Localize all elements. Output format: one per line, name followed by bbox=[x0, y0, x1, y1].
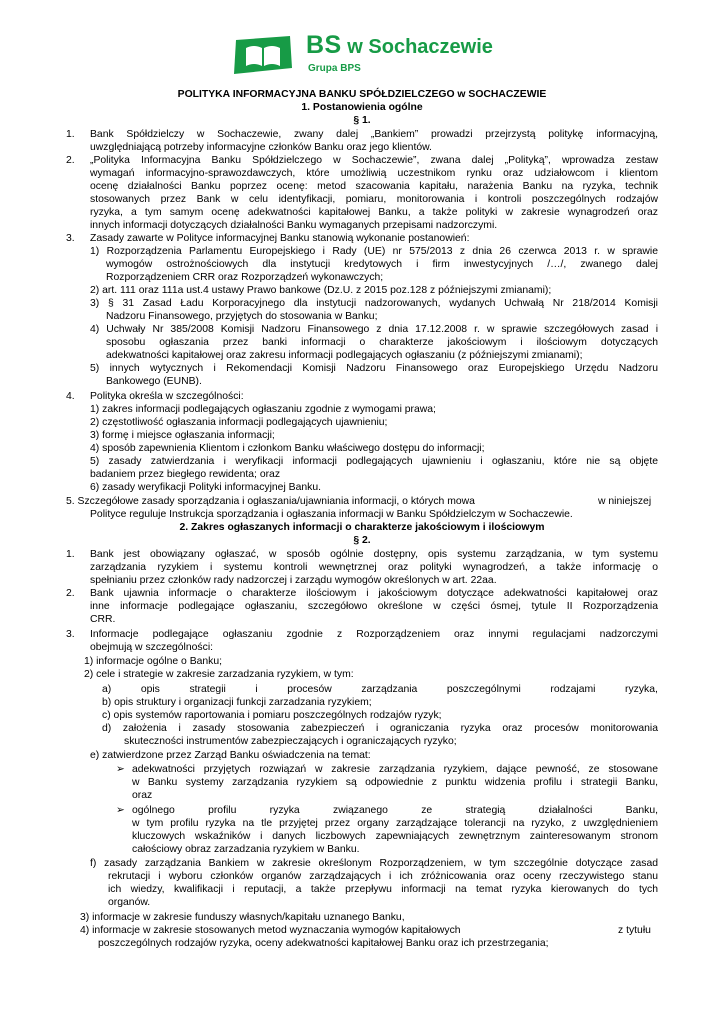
arrow-bullet-icon: ➢ bbox=[116, 805, 125, 816]
logo-bank-name: BS w Sochaczewie bbox=[306, 31, 493, 59]
word: ryzyka, bbox=[625, 684, 658, 695]
word: strategią bbox=[465, 805, 506, 816]
text-line: rekrutacji i wyboru członków organów zarządzających i ich zróżnicowania oraz oceny rzeczywistego stanu bbox=[108, 871, 658, 882]
text-line bbox=[102, 683, 658, 696]
text-line: poszczególnych rodzajów ryzyka, oceny adekwatności kapitałowej Banku oraz ich przestrzegania; bbox=[98, 938, 549, 949]
text-line: sposobu ogłaszania przez banki informacji o charakterze jakościowym i ilościowym dotyczących bbox=[106, 337, 658, 348]
text-line: Bank Spółdzielczy w Sochaczewie, zwany dalej „Bankiem” prowadzi przejrzystą politykę informacyjną, bbox=[90, 129, 658, 140]
text-line: Polityce reguluje Instrukcja sporządzania i ogłaszania informacji w Banku Spółdzielczym w Sochaczewie. bbox=[90, 509, 573, 520]
text-line: c) opis systemów raportowania i pomiaru poszczególnych rodzajów ryzyk; bbox=[102, 710, 442, 721]
word: ogólnego bbox=[132, 805, 175, 816]
section-1-heading: 1. Postanowienia ogólne bbox=[301, 102, 423, 113]
document-title: POLITYKA INFORMACYJNA BANKU SPÓŁDZIELCZEGO w SOCHACZEWIE bbox=[177, 89, 547, 100]
text-line: oraz bbox=[132, 790, 153, 801]
open-book-logo-icon bbox=[232, 34, 294, 76]
text-line: d) założenia i zasady stosowania zabezpieczeń i ograniczania ryzyka oraz procesów monitorowania bbox=[102, 723, 658, 734]
text-line: 3) formę i miejsce ogłaszania informacji; bbox=[90, 430, 275, 441]
word: i bbox=[255, 684, 258, 695]
logo-group-name: Grupa BPS bbox=[308, 63, 361, 74]
text-line: b) opis struktury i organizacji funkcji zarzadzania ryzykiem; bbox=[102, 697, 372, 708]
text-line: inne informacje podlegające ogłaszaniu, szczegółowo określone w części ósmej, tytule II Rozporządzenia bbox=[90, 601, 658, 612]
text-line: z tytułu bbox=[618, 925, 651, 936]
paragraph-1-label: § 1. bbox=[353, 115, 371, 126]
item-number: 3. bbox=[66, 629, 75, 640]
text-line bbox=[132, 804, 658, 817]
item-number: 2. bbox=[66, 588, 75, 599]
text-line: spełnianiu przez członków rady nadzorczej i zarządu wymogów określonych w art. 22aa. bbox=[90, 575, 497, 586]
text-line: 1) zakres informacji podlegających ogłaszaniu zgodnie z wymogami prawa; bbox=[90, 404, 436, 415]
text-line: Rozporządzeniem CRR oraz Rozporządzeń wykonawczych; bbox=[106, 272, 384, 283]
item-number: 2. bbox=[66, 155, 75, 166]
text-line: wymogów ostrożnościowych dla instytucji kredytowych i firm inwestycyjnych /…/, zwanego dalej bbox=[106, 259, 658, 270]
word: działalności bbox=[538, 805, 593, 816]
word: rodzajami bbox=[550, 684, 596, 695]
item-number: 1. bbox=[66, 129, 75, 140]
text-line: 5) zasady zatwierdzania i weryfikacji informacji podlegających ujawnieniu i ogłaszaniu, które nie są objęte bbox=[90, 456, 658, 467]
word: zarządzania bbox=[361, 684, 418, 695]
item-number: 1. bbox=[66, 549, 75, 560]
text-line: Bank ujawnia informacje o charakterze ilościowym i jakościowym dotyczące adekwatności kapitałowej oraz bbox=[90, 588, 658, 599]
paragraph-2-label: § 2. bbox=[353, 535, 371, 546]
text-line: 4) informacje w zakresie stosowanych metod wyznaczania wymogów kapitałowych bbox=[80, 925, 461, 936]
text-line: 4) Uchwały Nr 385/2008 Komisji Nadzoru Finansowego z dnia 17.12.2008 r. w sprawie szczegółowych zasad i bbox=[90, 324, 658, 335]
arrow-bullet-icon: ➢ bbox=[116, 764, 125, 775]
text-line: całościowy obraz zarzadzania ryzykiem w Banku. bbox=[132, 844, 360, 855]
text-line: 5. Szczegółowe zasady sporządzania i ogłaszania/ujawniania informacji, o których mowa bbox=[66, 496, 475, 507]
item-number: 4. bbox=[66, 391, 75, 402]
word: profilu bbox=[208, 805, 237, 816]
text-line: skuteczności instrumentów zabezpieczających i ograniczających ryzyko; bbox=[124, 736, 457, 747]
text-line: Bank jest obowiązany ogłaszać, w sposób ogólnie dostępny, opis systemu zarządzania, w tym systemu bbox=[90, 549, 658, 560]
word: ryzyka bbox=[269, 805, 300, 816]
text-line: 2) art. 111 oraz 111a ust.4 ustawy Prawo bankowe (Dz.U. z 2015 poz.128 z późniejszymi zmianami); bbox=[90, 285, 552, 296]
text-line: stosowanych przez Bank w celu identyfikacji, pomiaru, monitorowania i kontroli poszczególnych rodzajów bbox=[90, 194, 658, 205]
text-line: w niniejszej bbox=[598, 496, 652, 507]
text-line: organów. bbox=[108, 897, 151, 908]
text-line: „Polityka Informacyjna Banku Spółdzielczego w Sochaczewie”, zwana dalej „Polityką”, wprowadza zestaw bbox=[90, 155, 658, 166]
text-line: 2) cele i strategie w zakresie zarzadzania ryzykiem, w tym: bbox=[84, 669, 354, 680]
text-line: 1) Rozporządzenia Parlamentu Europejskiego i Rady (UE) nr 575/2013 z dnia 26 czerwca 2013 r. w sprawie bbox=[90, 246, 658, 257]
word: a) bbox=[102, 684, 112, 695]
word: strategii bbox=[189, 684, 226, 695]
text-line: 3) § 31 Zasad Ładu Korporacyjnego dla instytucji nadzorowanych, wydanych Uchwałą Nr 218/2014 Komisji bbox=[90, 298, 658, 309]
word: opis bbox=[140, 684, 160, 695]
text-line: w tym profilu ryzyka na tle przyjętej przez organy zarządzające tolerancji na ryzyko, z uwzględnieniem bbox=[132, 818, 658, 829]
text-line: Zasady zawarte w Polityce informacyjnej Banku stanowią wykonanie postanowień: bbox=[90, 233, 470, 244]
text-line: Informacje podlegające ogłaszaniu zgodnie z Rozporządzeniem oraz innymi regulacjami nadzorczymi bbox=[90, 629, 658, 640]
word: związanego bbox=[333, 805, 388, 816]
text-line: Nadzoru Finansowego, przyjętych do stosowania w Banku; bbox=[106, 311, 378, 322]
text-line: ocenę działalności Banku poprzez ocenę: metod szacowania kapitału, narażenia Banku na ryzyka, technik bbox=[90, 181, 658, 192]
text-line: innych informacji dotyczących działalności Banku wymaganych przepisami nadzorczymi. bbox=[90, 220, 498, 231]
text-line: ryzyka, a tym samym ocenę adekwatności kapitałowej Banku, a także polityki w zakresie wynagrodzeń oraz bbox=[90, 207, 658, 218]
text-line: obejmują w szczególności: bbox=[90, 642, 214, 653]
text-line: Polityka określa w szczególności: bbox=[90, 391, 244, 402]
text-line: 3) informacje w zakresie funduszy własnych/kapitału uznanego Banku, bbox=[80, 912, 405, 923]
text-line: e) zatwierdzone przez Zarząd Banku oświadczenia na temat: bbox=[90, 750, 371, 761]
text-line: Bankowego (EUNB). bbox=[106, 376, 202, 387]
text-line: uwzględniającą potrzeby informacyjne członków Banku oraz jego klientów. bbox=[90, 142, 432, 153]
item-number: 3. bbox=[66, 233, 75, 244]
text-line: adekwatności przyjętych rozwiązań w zakresie zarządzania ryzykiem, dające pewność, ze stosowane bbox=[132, 764, 658, 775]
text-line: adekwatności kapitałowej oraz zakresu informacji podlegających ogłaszaniu (z późniejszymi zmianami); bbox=[106, 350, 583, 361]
word: procesów bbox=[287, 684, 332, 695]
word: ze bbox=[421, 805, 433, 816]
text-line: 2) częstotliwość ogłaszania informacji podlegających ujawnieniu; bbox=[90, 417, 388, 428]
bank-logo bbox=[232, 32, 494, 80]
word: poszczególnymi bbox=[446, 684, 521, 695]
section-2-heading: 2. Zakres ogłaszanych informacji o charakterze jakościowym i ilościowym bbox=[179, 522, 545, 533]
text-line: 5) innych wytycznych i Rekomendacji Komisji Nadzoru Finansowego oraz Europejskiego Urzędu Nadzoru bbox=[90, 363, 658, 374]
text-line: zarządzania ryzykiem i systemu kontroli wewnętrznej oraz polityki wynagrodzeń, a także informację o bbox=[90, 562, 658, 573]
word: Banku, bbox=[625, 805, 658, 816]
text-line: 6) zasady weryfikacji Polityki informacyjnej Banku. bbox=[90, 482, 321, 493]
text-line: badaniem przez biegłego rewidenta; oraz bbox=[90, 469, 281, 480]
text-line: w Banku systemy zarządzania ryzykiem są odpowiednie z punktu widzenia profilu i strategii Banku, bbox=[132, 777, 658, 788]
text-line: wymagań informacyjno-sprawozdawczych, które umożliwią uczestnikom rynku oraz udziałowcom i klientom bbox=[90, 168, 658, 179]
text-line: 4) sposób zapewnienia Klientom i członkom Banku właściwego dostępu do informacji; bbox=[90, 443, 485, 454]
text-line: CRR. bbox=[90, 614, 116, 625]
text-line: ich wiedzy, kwalifikacji i reputacji, a także przepływu informacji na temat ryzyka kierowanych do tych bbox=[108, 884, 658, 895]
text-line: 1) informacje ogólne o Banku; bbox=[84, 656, 223, 667]
text-line: kluczowych wskaźników i danych liczbowych zapewniających zewnętrznym zainteresowanym stronom bbox=[132, 831, 658, 842]
text-line: f) zasady zarządzania Bankiem w zakresie określonym Rozporządzeniem, w tym szczególnie dotyczące zasad bbox=[90, 858, 658, 869]
